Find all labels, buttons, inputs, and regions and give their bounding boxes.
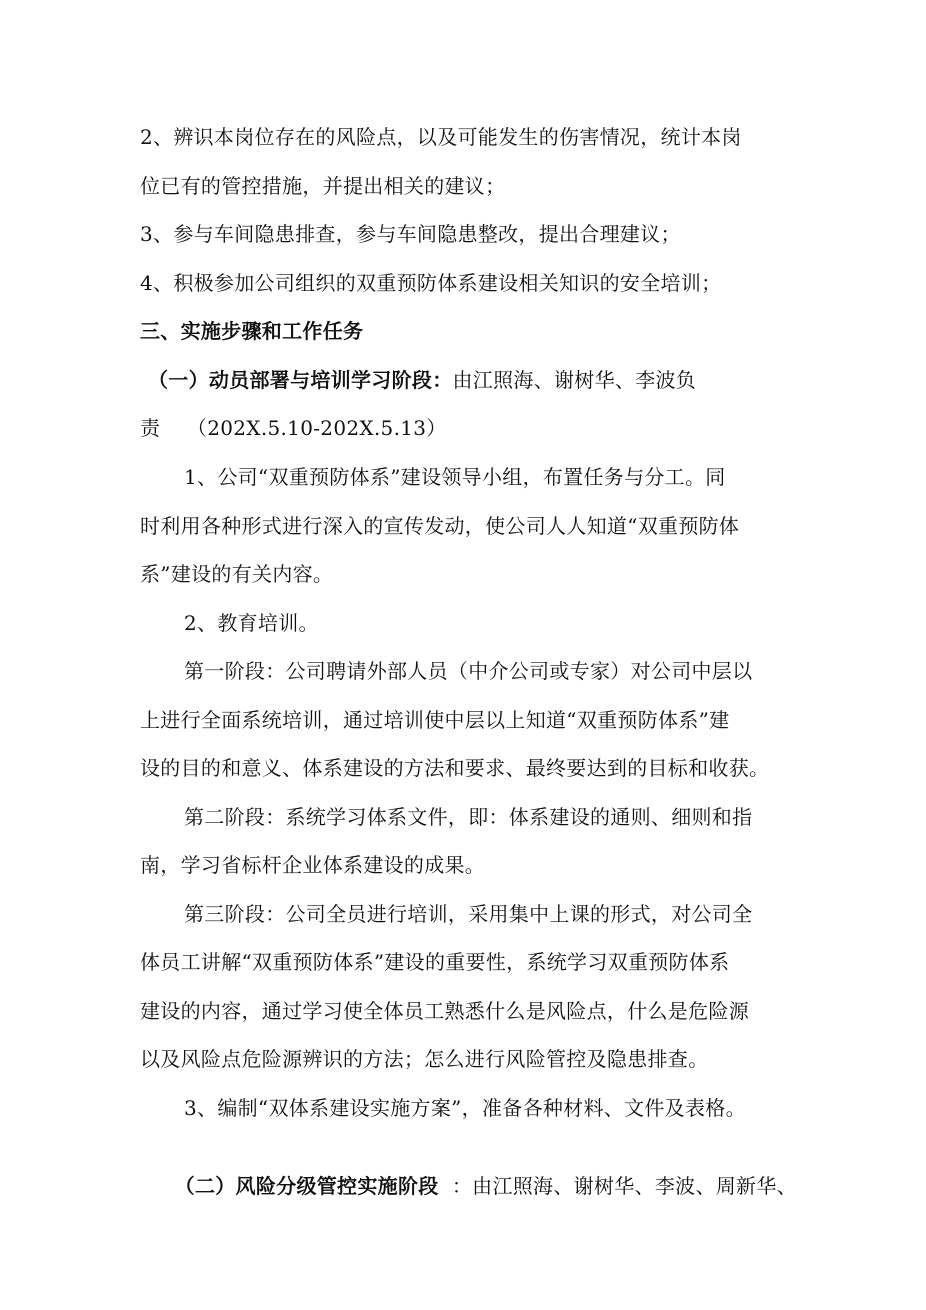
paragraph-line-15: 体员工讲解“双重预防体系”建设的重要性，系统学习双重预防体系	[140, 950, 730, 974]
paragraph-line-17: 以及风险点危险源辨识的方法；怎么进行风险管控及隐患排查。	[140, 1047, 709, 1071]
paragraph-line-14: 第三阶段：公司全员进行培训，采用集中上课的形式，对公司全	[184, 902, 753, 926]
paragraph-line-5: 1、公司“双重预防体系”建设领导小组，布置任务与分工。同	[184, 465, 726, 489]
paragraph-line-12: 第二阶段：系统学习体系文件，即：体系建设的通则、细则和指	[184, 805, 753, 829]
subsection-heading-1-text: 由江照海、谢树华、李波负	[452, 368, 697, 392]
paragraph-line-11: 设的目的和意义、体系建设的方法和要求、最终要达到的目标和收获。	[140, 756, 770, 780]
section-heading: 三、实施步骤和工作任务	[140, 319, 364, 343]
subsection-heading-2-title: （二）风险分级管控实施阶段	[174, 1174, 439, 1198]
paragraph-line-2: 位已有的管控措施，并提出相关的建议；	[140, 174, 506, 198]
subsection-heading-1-title: （一）动员部署与培训学习阶段：	[148, 368, 453, 392]
subsection-heading-2	[148, 1141, 808, 1231]
paragraph-line-13: 南，学习省标杆企业体系建设的成果。	[140, 853, 486, 877]
subsection-heading-2-text: ：由江照海、谢树华、李波、周新华、	[438, 1174, 797, 1198]
paragraph-line-18: 3、编制“双体系建设实施方案”，准备各种材料、文件及表格。	[184, 1096, 746, 1120]
paragraph-line-7: 系”建设的有关内容。	[140, 562, 334, 586]
paragraph-line-1: 2、辨识本岗位存在的风险点，以及可能发生的伤害情况，统计本岗	[140, 125, 742, 149]
subsection-date-line: 责 （202X.5.10-202X.5.13）	[140, 416, 447, 440]
paragraph-line-6: 时利用各种形式进行深入的宣传发动，使公司人人知道“双重预防体	[140, 514, 740, 538]
subsection-heading-1	[148, 365, 808, 395]
paragraph-line-8: 2、教育培训。	[184, 611, 319, 635]
paragraph-line-10: 上进行全面系统培训，通过培训使中层以上知道“双重预防体系”建	[140, 708, 730, 732]
paragraph-line-9: 第一阶段：公司聘请外部人员（中介公司或专家）对公司中层以	[184, 659, 753, 683]
paragraph-line-4: 4、积极参加公司组织的双重预防体系建设相关知识的安全培训；	[140, 271, 722, 295]
paragraph-line-16: 建设的内容，通过学习使全体员工熟悉什么是风险点，什么是危险源	[140, 999, 749, 1023]
paragraph-line-3: 3、参与车间隐患排查，参与车间隐患整改，提出合理建议；	[140, 222, 681, 246]
